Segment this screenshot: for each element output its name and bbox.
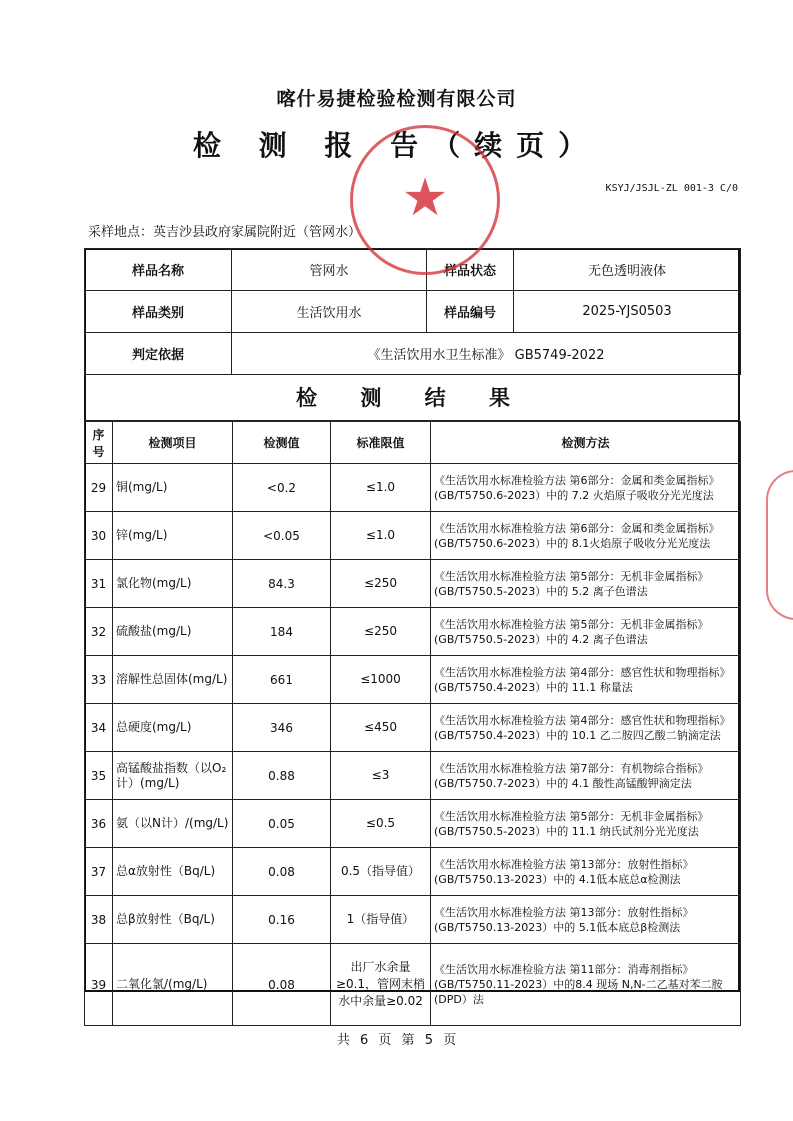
sample-name-label: 样品名称	[85, 249, 232, 291]
row-no: 35	[85, 752, 113, 800]
table-row	[85, 512, 741, 560]
row-no: 30	[85, 512, 113, 560]
table-row	[85, 944, 741, 1026]
row-value: 84.3	[233, 560, 331, 608]
document-code: KSYJ/JSJL-ZL 001-3 C/0	[605, 183, 738, 194]
row-value: 184	[233, 608, 331, 656]
table-row	[85, 560, 741, 608]
info-row	[85, 291, 741, 333]
table-row	[85, 464, 741, 512]
row-limit: ≤250	[331, 560, 431, 608]
row-method: 《生活饮用水标准检验方法 第5部分：无机非金属指标》(GB/T5750.5-2023）中的 4.2 离子色谱法	[431, 608, 741, 656]
info-row	[85, 333, 741, 375]
row-item: 总硬度(mg/L)	[113, 704, 233, 752]
table-row	[85, 704, 741, 752]
table-row	[85, 896, 741, 944]
row-no: 39	[85, 944, 113, 1026]
sample-type-label: 样品类别	[85, 291, 232, 333]
sample-type-value: 生活饮用水	[232, 291, 427, 333]
row-value: 0.16	[233, 896, 331, 944]
row-value: 0.08	[233, 944, 331, 1026]
sample-no-label: 样品编号	[427, 291, 514, 333]
page-seam-seal	[766, 470, 793, 620]
row-limit: 0.5（指导值）	[331, 848, 431, 896]
sample-state-label: 样品状态	[427, 249, 514, 291]
row-item: 二氧化氯/(mg/L)	[113, 944, 233, 1026]
row-item: 溶解性总固体(mg/L)	[113, 656, 233, 704]
star-icon: ★	[401, 168, 449, 228]
row-no: 36	[85, 800, 113, 848]
row-item: 氯化物(mg/L)	[113, 560, 233, 608]
column-header-value: 检测值	[233, 422, 331, 464]
sample-name-value: 管网水	[232, 249, 427, 291]
company-name: 喀什易捷检验检测有限公司	[276, 88, 517, 110]
row-no: 32	[85, 608, 113, 656]
report-title: 检 测 报 告（续页）	[192, 129, 601, 162]
row-method: 《生活饮用水标准检验方法 第4部分：感官性状和物理指标》(GB/T5750.4-2023）中的 11.1 称量法	[431, 656, 741, 704]
row-limit: ≤1.0	[331, 512, 431, 560]
row-method: 《生活饮用水标准检验方法 第4部分：感官性状和物理指标》(GB/T5750.4-2023）中的 10.1 乙二胺四乙酸二钠滴定法	[431, 704, 741, 752]
column-header-method: 检测方法	[431, 422, 741, 464]
basis-value: 《生活饮用水卫生标准》 GB5749-2022	[232, 333, 741, 375]
page-footer: 共 6 页 第 5 页	[336, 1033, 457, 1048]
table-row	[85, 656, 741, 704]
table-row	[85, 608, 741, 656]
row-item: 硫酸盐(mg/L)	[113, 608, 233, 656]
row-limit: ≤1.0	[331, 464, 431, 512]
row-item: 锌(mg/L)	[113, 512, 233, 560]
row-no: 33	[85, 656, 113, 704]
row-method: 《生活饮用水标准检验方法 第7部分：有机物综合指标》(GB/T5750.7-2023）中的 4.1 酸性高锰酸钾滴定法	[431, 752, 741, 800]
basis-label: 判定依据	[85, 333, 232, 375]
row-method: 《生活饮用水标准检验方法 第6部分：金属和类金属指标》(GB/T5750.6-2023）中的 7.2 火焰原子吸收分光光度法	[431, 464, 741, 512]
row-method: 《生活饮用水标准检验方法 第6部分：金属和类金属指标》(GB/T5750.6-2023）中的 8.1火焰原子吸收分光光度法	[431, 512, 741, 560]
row-limit: 1（指导值）	[331, 896, 431, 944]
row-no: 34	[85, 704, 113, 752]
row-item: 高锰酸盐指数（以O₂计）(mg/L)	[113, 752, 233, 800]
row-value: 0.05	[233, 800, 331, 848]
row-method: 《生活饮用水标准检验方法 第13部分：放射性指标》(GB/T5750.13-2023）中的 4.1低本底总α检测法	[431, 848, 741, 896]
results-section-title: 检 测 结 果	[84, 375, 740, 421]
results-header-row	[85, 422, 741, 464]
sample-location: 采样地点：英吉沙县政府家属院附近（管网水）	[88, 225, 362, 240]
table-row	[85, 800, 741, 848]
row-method: 《生活饮用水标准检验方法 第11部分：消毒剂指标》(GB/T5750.11-2023）中的8.4 现场 N,N-二乙基对苯二胺(DPD）法	[431, 944, 741, 1026]
row-no: 31	[85, 560, 113, 608]
row-value: 346	[233, 704, 331, 752]
row-method: 《生活饮用水标准检验方法 第5部分：无机非金属指标》(GB/T5750.5-2023）中的 5.2 离子色谱法	[431, 560, 741, 608]
row-no: 29	[85, 464, 113, 512]
row-limit: ≤0.5	[331, 800, 431, 848]
column-header-no: 序号	[85, 422, 113, 464]
row-limit: ≤1000	[331, 656, 431, 704]
sample-state-value: 无色透明液体	[514, 249, 741, 291]
row-item: 铜(mg/L)	[113, 464, 233, 512]
row-no: 38	[85, 896, 113, 944]
info-row	[85, 249, 741, 291]
row-method: 《生活饮用水标准检验方法 第13部分：放射性指标》(GB/T5750.13-2023）中的 5.1低本底总β检测法	[431, 896, 741, 944]
row-limit: ≤250	[331, 608, 431, 656]
row-item: 氨（以N计）/(mg/L)	[113, 800, 233, 848]
table-row	[85, 848, 741, 896]
row-limit: 出厂水余量≥0.1，管网末梢水中余量≥0.02	[331, 944, 431, 1026]
row-item: 总α放射性（Bq/L)	[113, 848, 233, 896]
sample-no-value: 2025-YJS0503	[514, 291, 741, 333]
table-row	[85, 752, 741, 800]
results-table	[84, 421, 741, 1026]
row-item: 总β放射性（Bq/L)	[113, 896, 233, 944]
column-header-item: 检测项目	[113, 422, 233, 464]
row-limit: ≤3	[331, 752, 431, 800]
row-value: 0.08	[233, 848, 331, 896]
row-value: 661	[233, 656, 331, 704]
row-no: 37	[85, 848, 113, 896]
row-method: 《生活饮用水标准检验方法 第5部分：无机非金属指标》(GB/T5750.5-2023）中的 11.1 纳氏试剂分光光度法	[431, 800, 741, 848]
row-limit: ≤450	[331, 704, 431, 752]
sample-info-table	[84, 248, 741, 375]
row-value: <0.05	[233, 512, 331, 560]
row-value: <0.2	[233, 464, 331, 512]
column-header-limit: 标准限值	[331, 422, 431, 464]
row-value: 0.88	[233, 752, 331, 800]
